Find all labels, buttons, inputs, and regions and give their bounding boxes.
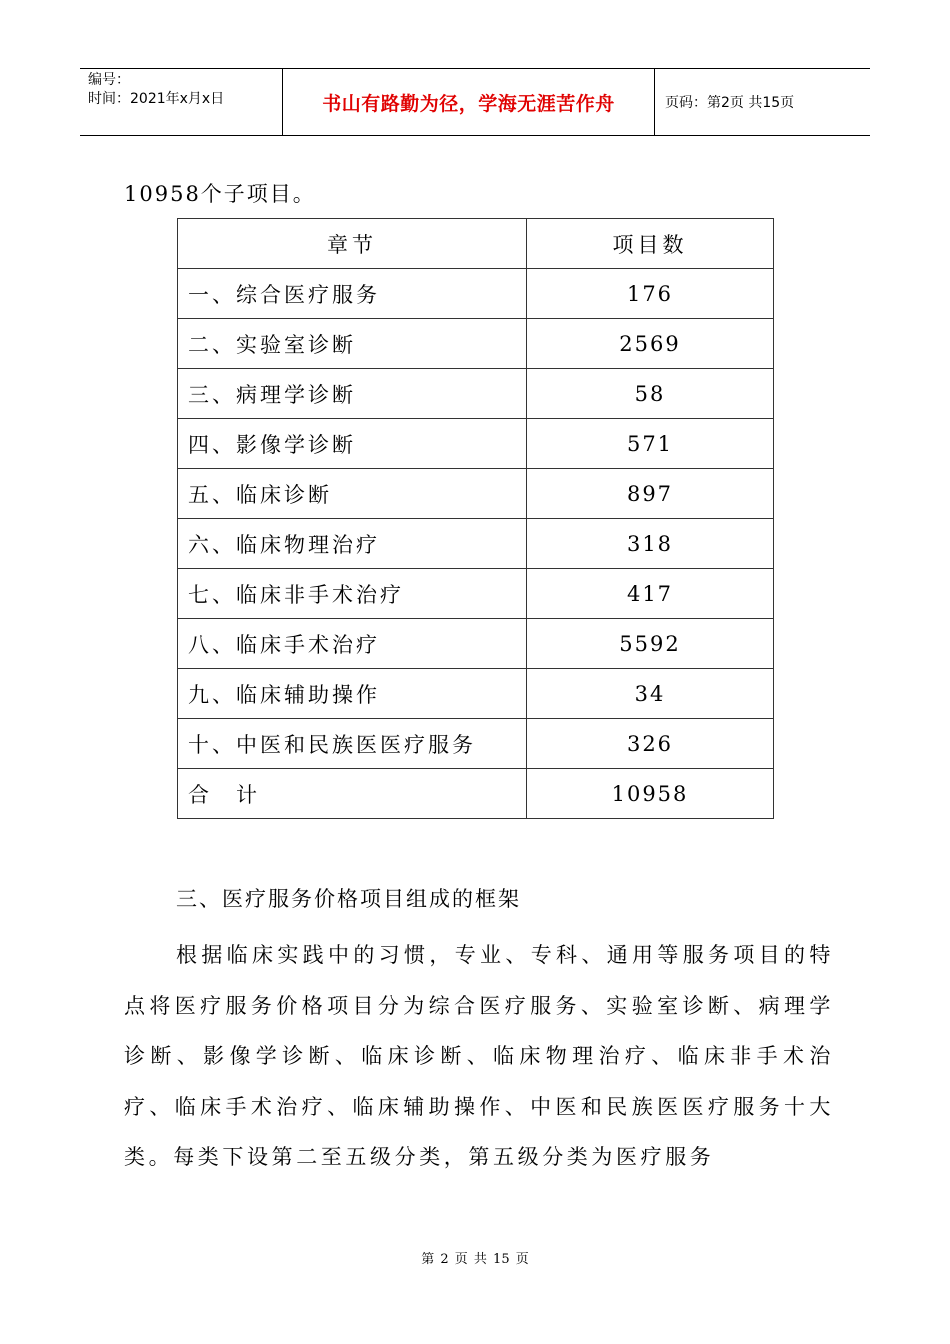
- header-count: 项目数: [527, 219, 774, 269]
- chapter-cell: 一、综合医疗服务: [178, 269, 527, 319]
- chapter-cell: 五、临床诊断: [178, 469, 527, 519]
- chapter-cell: 九、临床辅助操作: [178, 669, 527, 719]
- chapter-table: [177, 218, 774, 819]
- count-cell: 326: [527, 719, 774, 769]
- count-cell: 58: [527, 369, 774, 419]
- table-row: [178, 369, 774, 419]
- chapter-cell: 八、临床手术治疗: [178, 619, 527, 669]
- table-total-row: [178, 769, 774, 819]
- table-row: [178, 569, 774, 619]
- count-cell: 176: [527, 269, 774, 319]
- count-cell: 2569: [527, 319, 774, 369]
- section-title: 三、医疗服务价格项目组成的框架: [176, 887, 521, 911]
- table-row: [178, 469, 774, 519]
- chapter-cell: 七、临床非手术治疗: [178, 569, 527, 619]
- table-header-row: [178, 219, 774, 269]
- count-cell: 5592: [527, 619, 774, 669]
- chapter-cell: 三、病理学诊断: [178, 369, 527, 419]
- table-row: [178, 519, 774, 569]
- chapter-cell: 四、影像学诊断: [178, 419, 527, 469]
- table-row: [178, 719, 774, 769]
- count-cell: 417: [527, 569, 774, 619]
- total-label-cell: 合 计: [178, 769, 527, 819]
- chapter-cell: 六、临床物理治疗: [178, 519, 527, 569]
- intro-text: 10958个子项目。: [124, 182, 316, 206]
- time-label: 时间：2021年x月x日: [88, 91, 225, 107]
- number-label: 编号：: [88, 72, 130, 88]
- total-count-cell: 10958: [527, 769, 774, 819]
- table-row: [178, 269, 774, 319]
- table-row: [178, 419, 774, 469]
- body-paragraph: 根据临床实践中的习惯，专业、专科、通用等服务项目的特点将医疗服务价格项目分为综合医疗服务、实验室诊断、病理学诊断、影像学诊断、临床诊断、临床物理治疗、临床非手术治疗、临床手术治疗、临床辅助操作、中医和民族医医疗服务十大类。每类下设第二至五级分类，第五级分类为医疗服务: [124, 943, 834, 1169]
- header-page-info: 页码：第2页 共15页: [665, 95, 795, 111]
- count-cell: 897: [527, 469, 774, 519]
- table-row: [178, 619, 774, 669]
- header-chapter: 章节: [178, 219, 527, 269]
- chapter-cell: 十、中医和民族医医疗服务: [178, 719, 527, 769]
- count-cell: 318: [527, 519, 774, 569]
- header-meta: [80, 69, 283, 135]
- chapter-cell: 二、实验室诊断: [178, 319, 527, 369]
- page-footer: 第 2 页 共 15 页: [421, 1252, 529, 1267]
- table-row: [178, 669, 774, 719]
- table-row: [178, 319, 774, 369]
- header-motto: 书山有路勤为径，学海无涯苦作舟: [283, 69, 655, 135]
- count-cell: 571: [527, 419, 774, 469]
- page-header: [80, 68, 870, 136]
- count-cell: 34: [527, 669, 774, 719]
